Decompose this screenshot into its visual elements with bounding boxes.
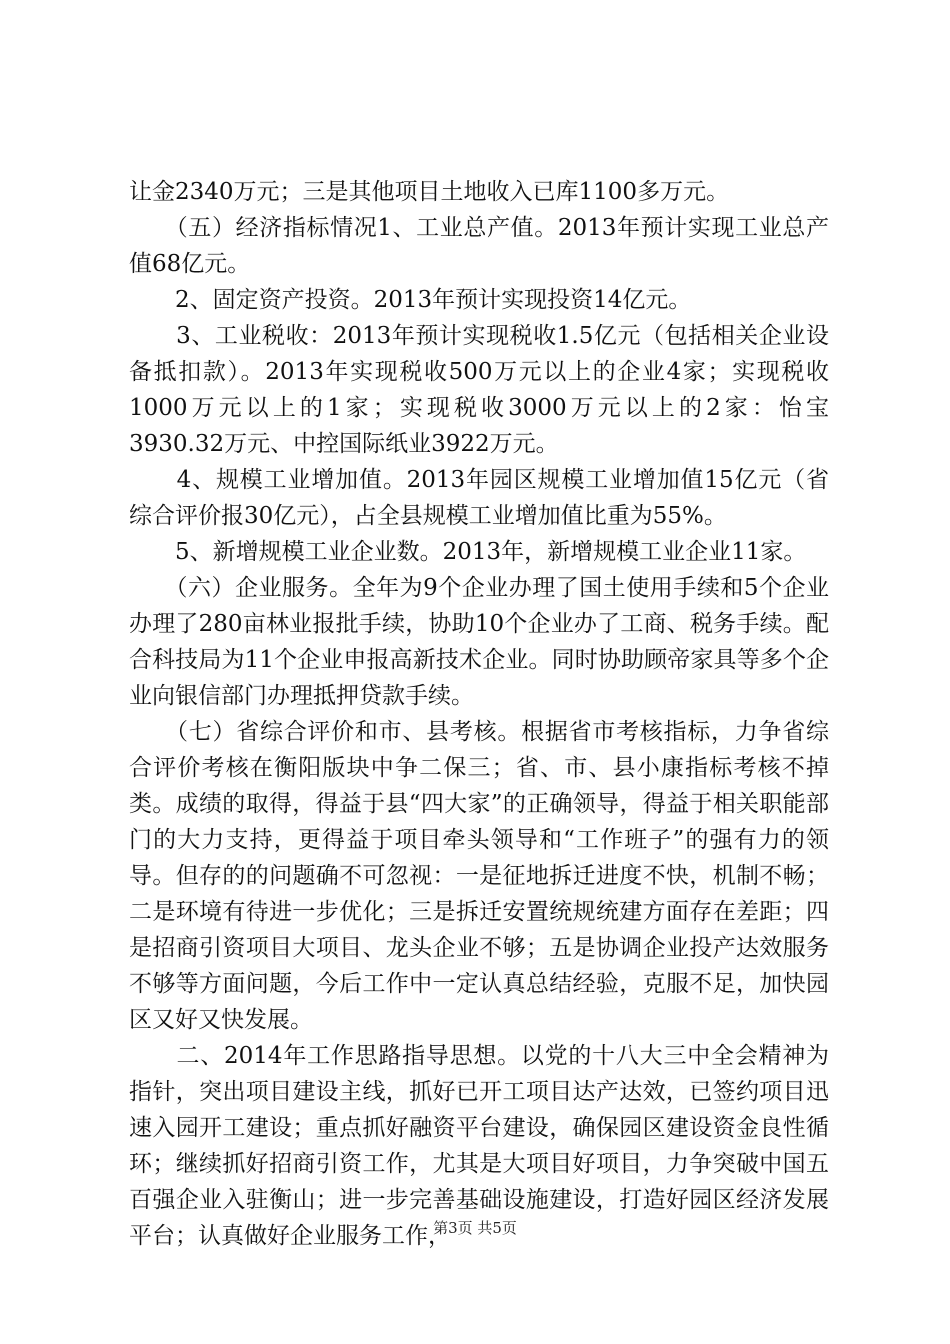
paragraph-evaluation: （七）省综合评价和市、县考核。根据省市考核指标，力争省综合评价考核在衡阳版块中争二保三；省、市、县小康指标考核不掉类。成绩的取得，得益于县“四大家”的正确领导，得益于相关职能部门的大力支持，更得益于项目牵头领导和“工作班子”的强有力的领导。但存的的问题确不可忽视：一是征地拆迁进度不快，机制不畅；二是环境有待进一步优化；三是拆迁安置统规统建方面存在差距；四是招商引资项目大项目、龙头企业不够；五是协调企业投产达效服务不够等方面问题，今后工作中一定认真总结经验，克服不足，加快园区又好又快发展。 [129, 719, 829, 1033]
paragraph-value-added: 4、规模工业增加值。2013年园区规模工业增加值15亿元（省综合评价报30亿元），占全县规模工业增加值比重为55%。 [129, 467, 829, 529]
paragraph-2014-plan: 二、2014年工作思路指导思想。以党的十八大三中全会精神为指针，突出项目建设主线，抓好已开工项目达产达效，已签约项目迅速入园开工建设；重点抓好融资平台建设，确保园区建设资金良性循环；继续抓好招商引资工作，尤其是大项目好项目，力争突破中国五百强企业入驻衡山；进一步完善基础设施建设，打造好园区经济发展平台；认真做好企业服务工作， [129, 1043, 829, 1249]
paragraph-economic-indicators: （五）经济指标情况1、工业总产值。2013年预计实现工业总产值68亿元。 [129, 215, 829, 277]
document-body [129, 174, 829, 1254]
paragraph-industrial-tax: 3、工业税收：2013年预计实现税收1.5亿元（包括相关企业设备抵扣款）。2013年实现税收500万元以上的企业4家；实现税收1000万元以上的1家；实现税收3000万元以上的2家：怡宝3930.32万元、中控国际纸业3922万元。 [129, 323, 829, 457]
paragraph-enterprise-service: （六）企业服务。全年为9个企业办理了国土使用手续和5个企业办理了280亩林业报批手续，协助10个企业办了工商、税务手续。配合科技局为11个企业申报高新技术企业。同时协助顾帝家具等多个企业向银信部门办理抵押贷款手续。 [129, 575, 829, 709]
paragraph-fixed-investment: 2、固定资产投资。2013年预计实现投资14亿元。 [129, 287, 692, 313]
paragraph-land-revenue: 让金2340万元；三是其他项目土地收入已库1100多万元。 [129, 179, 730, 205]
paragraph-new-enterprises: 5、新增规模工业企业数。2013年，新增规模工业企业11家。 [129, 539, 807, 565]
page-footer: 第3页 共5页 [433, 1219, 517, 1237]
